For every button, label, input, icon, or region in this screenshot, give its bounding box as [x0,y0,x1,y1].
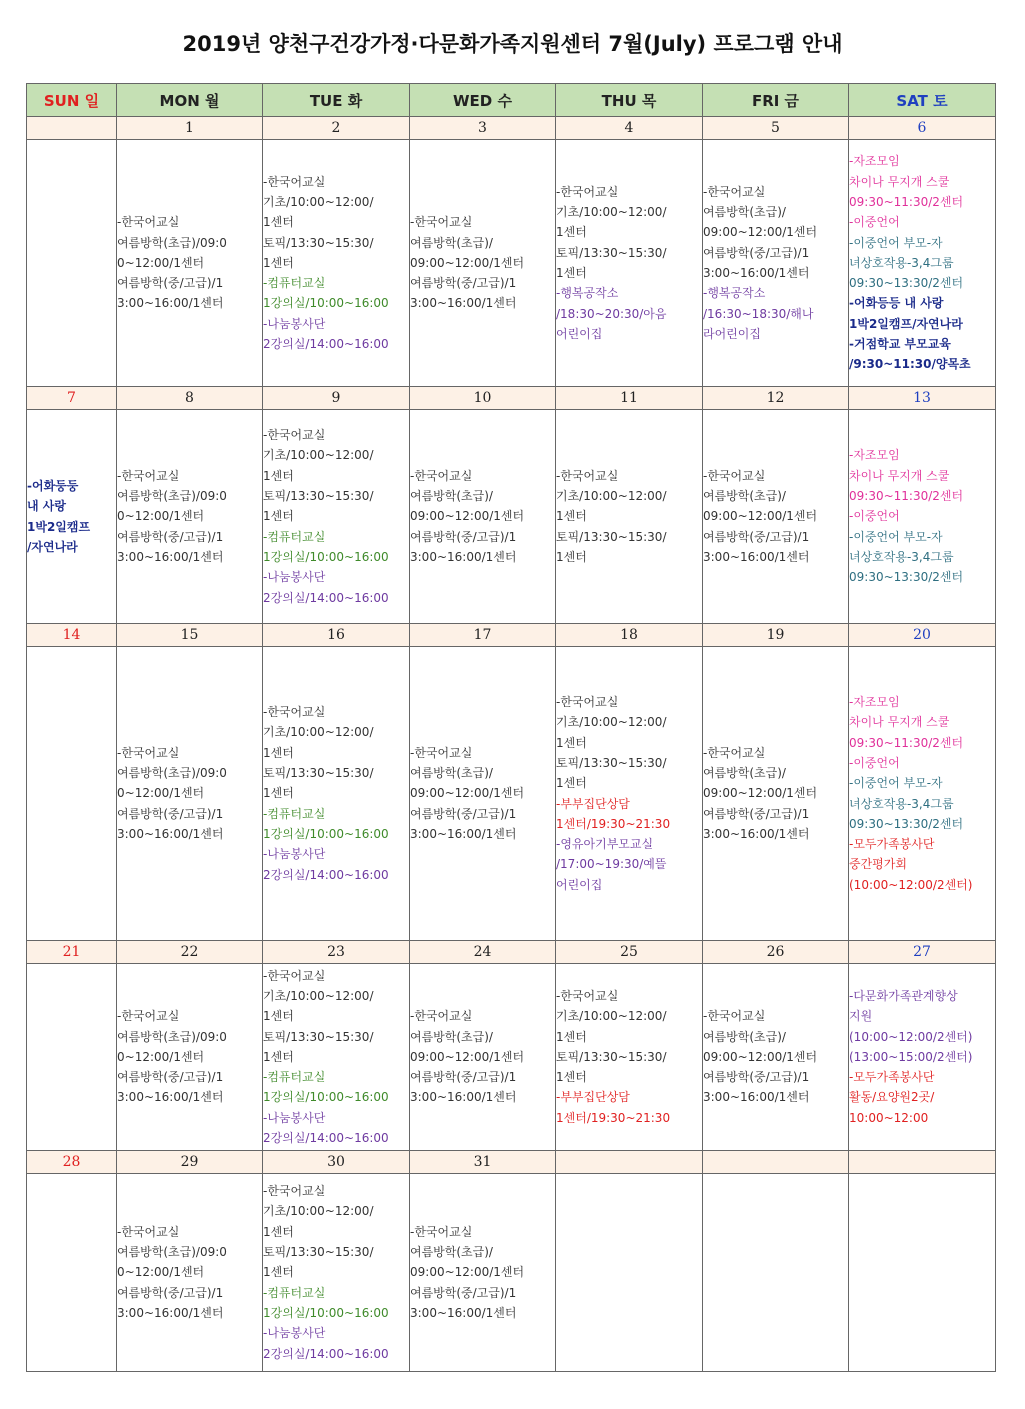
program-line: 내 사랑 [27,499,66,514]
day-cell-fri [703,1174,849,1372]
date-number-wed: 31 [410,1151,556,1174]
date-number-mon: 22 [117,941,263,964]
program-line: 여름방학(초급)/ [703,205,786,220]
program-line: 09:30~11:30/2센터 [849,735,964,750]
program-line: 2강의실/14:00~16:00 [263,1131,389,1146]
day-cell-fri [703,140,849,387]
day-cell-thu [556,410,703,624]
program-line: 09:00~12:00/1센터 [703,1049,818,1064]
day-cell-tue [263,647,410,941]
day-cell-sun [27,964,117,1151]
program-line: 10:00~12:00 [849,1110,929,1125]
program-line: -컴퓨터교실 [263,276,326,291]
program-line: -컴퓨터교실 [263,806,326,821]
program-line: 토픽/13:30~15:30/ [556,1049,667,1064]
program-line: 활동/요양원2곳/ [849,1090,935,1105]
program-line: 토픽/13:30~15:30/ [556,755,667,770]
program-line: -자조모임 [849,695,900,710]
date-number-sun: 28 [27,1151,117,1174]
program-line: 09:30~13:30/2센터 [849,570,964,585]
program-line: 1센터 [263,1224,294,1239]
day-cell-tue [263,1174,410,1372]
day-cell-fri [703,647,849,941]
program-line: 여름방학(중/고급)/1 [117,1285,224,1300]
program-line: 09:00~12:00/1센터 [703,786,818,801]
program-row [27,410,996,624]
program-line: 2강의실/14:00~16:00 [263,867,389,882]
day-cell-tue [263,410,410,624]
program-line: 2강의실/14:00~16:00 [263,337,389,352]
program-line: -한국어교실 [117,745,180,760]
program-line: -한국어교실 [117,1224,180,1239]
date-number-sun [27,117,117,140]
program-line: 2강의실/14:00~16:00 [263,1346,389,1361]
date-number-thu [556,1151,703,1174]
program-line: -자조모임 [849,448,900,463]
program-line: 기초/10:00~12:00/ [556,205,667,220]
program-line: 토픽/13:30~15:30/ [263,489,374,504]
program-line: 여름방학(초급)/ [410,235,493,250]
program-line: -이중언어 부모-자 [849,776,943,791]
program-line: 09:00~12:00/1센터 [410,1265,525,1280]
program-line: (13:00~15:00/2센터) [849,1049,973,1064]
program-line: 3:00~16:00/1센터 [410,549,517,564]
program-line: 여름방학(초급)/ [410,1245,493,1260]
program-line: 여름방학(중/고급)/1 [410,276,517,291]
program-line: 녀상호작용-3,4그룹 [849,255,954,270]
program-line: -한국어교실 [556,468,619,483]
program-line: 0~12:00/1센터 [117,255,205,270]
program-line: -한국어교실 [556,184,619,199]
date-number-row [27,941,996,964]
program-line: 기초/10:00~12:00/ [556,715,667,730]
day-cell-thu [556,964,703,1151]
program-line: 09:00~12:00/1센터 [410,255,525,270]
date-number-mon: 15 [117,624,263,647]
date-number-fri: 19 [703,624,849,647]
program-line: 1센터 [263,509,294,524]
program-line: -이중언어 [849,215,900,230]
program-line: 기초/10:00~12:00/ [263,1204,374,1219]
program-line: -한국어교실 [703,468,766,483]
program-line: -영유아기부모교실 [556,837,654,852]
program-line: 3:00~16:00/1센터 [703,826,810,841]
day-cell-mon [117,410,263,624]
program-line: 1센터 [263,1265,294,1280]
date-number-wed: 10 [410,387,556,410]
program-line: -이중언어 [849,509,900,524]
program-line: 여름방학(중/고급)/1 [410,1285,517,1300]
program-line: 1센터 [263,1049,294,1064]
date-number-sun: 7 [27,387,117,410]
day-cell-thu [556,647,703,941]
program-line: -한국어교실 [556,695,619,710]
program-line: -한국어교실 [263,1184,326,1199]
program-line: 여름방학(초급)/ [703,1029,786,1044]
program-line: -어화둥둥 [27,478,79,493]
program-line: (10:00~12:00/2센터) [849,1029,973,1044]
program-line: -한국어교실 [410,1009,473,1024]
date-number-sat: 13 [849,387,996,410]
day-cell-mon [117,964,263,1151]
program-line: 여름방학(중/고급)/1 [117,1070,224,1085]
header-mon: MON 월 [117,84,263,117]
day-cell-sat [849,140,996,387]
program-line: -나눔봉사단 [263,316,326,331]
program-line: 3:00~16:00/1센터 [703,1090,810,1105]
program-line: 09:00~12:00/1센터 [410,786,525,801]
program-line: 0~12:00/1센터 [117,1265,205,1280]
program-line: 차이나 무지개 스쿨 [849,468,950,483]
program-line: 녀상호작용-3,4그룹 [849,549,954,564]
program-line: 1박2일캠프/자연나라 [849,316,963,331]
program-line: -모두가족봉사단 [849,837,935,852]
program-line: /9:30~11:30/양목초 [849,357,971,372]
header-fri: FRI 금 [703,84,849,117]
program-line: -나눔봉사단 [263,570,326,585]
day-cell-tue [263,964,410,1151]
program-line: 1강의실/10:00~16:00 [263,296,389,311]
program-line: -나눔봉사단 [263,1326,326,1341]
program-line: 녀상호작용-3,4그룹 [849,796,954,811]
date-number-fri [703,1151,849,1174]
date-number-tue: 9 [263,387,410,410]
day-cell-fri [703,410,849,624]
program-line: 여름방학(중/고급)/1 [410,1070,517,1085]
day-cell-sun [27,410,117,624]
day-cell-tue [263,140,410,387]
day-cell-mon [117,647,263,941]
program-line: 여름방학(초급)/ [410,489,493,504]
header-sat: SAT 토 [849,84,996,117]
program-line: -행복공작소 [556,286,619,301]
date-number-wed: 17 [410,624,556,647]
program-line: 1박2일캠프 [27,519,91,534]
day-cell-wed [410,647,556,941]
program-line: 기초/10:00~12:00/ [263,448,374,463]
header-thu: THU 목 [556,84,703,117]
date-number-tue: 2 [263,117,410,140]
program-line: -한국어교실 [703,745,766,760]
date-number-tue: 23 [263,941,410,964]
day-cell-sun [27,1174,117,1372]
program-line: 여름방학(초급)/09:0 [117,235,227,250]
program-line: -부부집단상담 [556,796,630,811]
date-number-mon: 1 [117,117,263,140]
program-line: 1센터/19:30~21:30 [556,816,671,831]
day-cell-thu [556,1174,703,1372]
program-line: 여름방학(초급)/ [410,1029,493,1044]
program-line: 1센터 [263,255,294,270]
header-wed: WED 수 [410,84,556,117]
date-number-sun: 21 [27,941,117,964]
date-number-mon: 29 [117,1151,263,1174]
program-line: 3:00~16:00/1센터 [410,1305,517,1320]
program-line: 여름방학(중/고급)/1 [410,529,517,544]
date-number-row [27,117,996,140]
program-line: 3:00~16:00/1센터 [410,1090,517,1105]
program-line: 여름방학(초급)/09:0 [117,766,227,781]
program-line: 1센터 [556,776,587,791]
program-line: -이중언어 부모-자 [849,235,943,250]
program-line: 여름방학(중/고급)/1 [117,806,224,821]
program-line: 3:00~16:00/1센터 [117,1305,224,1320]
day-cell-sat [849,1174,996,1372]
program-line: 1강의실/10:00~16:00 [263,1090,389,1105]
date-number-fri: 12 [703,387,849,410]
date-number-sun: 14 [27,624,117,647]
program-line: 중간평가회 [849,857,907,872]
page-title: 2019년 양천구건강가정·다문화가족지원센터 7월(July) 프로그램 안내 [182,32,843,56]
program-line: 09:30~13:30/2센터 [849,276,964,291]
program-line: 09:00~12:00/1센터 [410,509,525,524]
program-line: 1강의실/10:00~16:00 [263,1305,389,1320]
program-row [27,1174,996,1372]
program-line: /16:30~18:30/해나 [703,306,814,321]
program-line: 여름방학(초급)/ [703,766,786,781]
program-line: -자조모임 [849,154,900,169]
day-cell-wed [410,410,556,624]
program-line: 3:00~16:00/1센터 [410,826,517,841]
day-cell-sun [27,140,117,387]
program-line: 3:00~16:00/1센터 [117,1090,224,1105]
program-line: -한국어교실 [410,1224,473,1239]
day-cell-sat [849,410,996,624]
date-number-tue: 16 [263,624,410,647]
date-number-thu: 4 [556,117,703,140]
program-line: -어화등등 내 사랑 [849,296,944,311]
program-line: -나눔봉사단 [263,847,326,862]
program-line: 여름방학(초급)/09:0 [117,1245,227,1260]
program-row [27,964,996,1151]
program-line: 1센터 [556,266,587,280]
program-line: 기초/10:00~12:00/ [263,988,374,1003]
program-line: 여름방학(중/고급)/1 [703,806,810,821]
program-line: 3:00~16:00/1센터 [117,826,224,841]
program-line: 1센터 [263,468,294,483]
program-line: 토픽/13:30~15:30/ [263,235,374,250]
date-number-sat: 20 [849,624,996,647]
program-line: 1센터/19:30~21:30 [556,1110,671,1125]
day-cell-mon [117,140,263,387]
program-line: 1센터 [263,786,294,801]
program-line: 여름방학(초급)/ [410,766,493,781]
program-line: 09:00~12:00/1센터 [703,225,818,240]
program-row [27,140,996,387]
program-line: 1강의실/10:00~16:00 [263,826,389,841]
program-line: 2강의실/14:00~16:00 [263,590,389,605]
program-line: /18:30~20:30/아음 [556,306,667,321]
program-line: -거점학교 부모교육 [849,337,951,352]
program-line: -행복공작소 [703,286,766,301]
program-line: -컴퓨터교실 [263,529,326,544]
program-line: -나눔봉사단 [263,1110,326,1125]
day-cell-wed [410,140,556,387]
header-tue: TUE 화 [263,84,410,117]
date-number-wed: 3 [410,117,556,140]
program-line: 3:00~16:00/1센터 [117,296,224,311]
program-line: 토픽/13:30~15:30/ [556,245,667,260]
program-line: 기초/10:00~12:00/ [556,489,667,504]
date-number-wed: 24 [410,941,556,964]
date-number-sat: 27 [849,941,996,964]
program-line: -한국어교실 [556,988,619,1003]
program-line: -한국어교실 [410,215,473,230]
program-line: -부부집단상담 [556,1090,630,1105]
program-line: 3:00~16:00/1센터 [410,296,517,311]
date-number-row [27,624,996,647]
program-line: 여름방학(초급)/ [703,489,786,504]
program-line: 토픽/13:30~15:30/ [263,1029,374,1044]
program-line: -한국어교실 [703,184,766,199]
calendar-table [26,83,996,1372]
date-number-sat: 6 [849,117,996,140]
program-line: -한국어교실 [703,1009,766,1024]
program-line: /17:00~19:30/예뜰 [556,857,667,872]
program-line: 여름방학(중/고급)/1 [117,529,224,544]
program-line: -한국어교실 [263,705,326,720]
program-line: 토픽/13:30~15:30/ [556,529,667,544]
date-number-thu: 18 [556,624,703,647]
date-number-thu: 11 [556,387,703,410]
program-line: 기초/10:00~12:00/ [263,725,374,740]
program-line: -다문화가족관계향상 [849,988,958,1003]
day-cell-thu [556,140,703,387]
program-line: -한국어교실 [263,968,326,983]
program-line: 09:30~11:30/2센터 [849,489,964,504]
program-line: -한국어교실 [117,215,180,230]
program-line: 1센터 [263,215,294,230]
date-number-mon: 8 [117,387,263,410]
program-line: 기초/10:00~12:00/ [556,1009,667,1024]
program-line: 지원 [849,1009,873,1024]
program-line: 기초/10:00~12:00/ [263,194,374,209]
program-line: 1센터 [556,225,587,240]
date-number-sat [849,1151,996,1174]
program-line: 3:00~16:00/1센터 [703,266,810,280]
program-line: -한국어교실 [117,1009,180,1024]
program-line: 1강의실/10:00~16:00 [263,549,389,564]
program-line: (10:00~12:00/2센터) [849,877,973,892]
program-line: 1센터 [556,1029,587,1044]
program-line: -컴퓨터교실 [263,1285,326,1300]
program-line: -한국어교실 [263,428,326,443]
date-number-thu: 25 [556,941,703,964]
program-line: 3:00~16:00/1센터 [117,549,224,564]
day-cell-sat [849,647,996,941]
date-number-row [27,387,996,410]
program-line: 09:30~13:30/2센터 [849,816,964,831]
day-cell-sat [849,964,996,1151]
date-number-fri: 26 [703,941,849,964]
day-cell-sun [27,647,117,941]
program-line: 1센터 [556,735,587,750]
program-line: 여름방학(중/고급)/1 [703,245,810,260]
program-line: 토픽/13:30~15:30/ [263,1245,374,1260]
program-line: 차이나 무지개 스쿨 [849,715,950,730]
program-line: 여름방학(중/고급)/1 [117,276,224,291]
program-line: 0~12:00/1센터 [117,1049,205,1064]
date-number-tue: 30 [263,1151,410,1174]
program-line: -한국어교실 [410,745,473,760]
program-line: 1센터 [556,549,587,564]
day-cell-mon [117,1174,263,1372]
day-cell-fri [703,964,849,1151]
program-row [27,647,996,941]
program-line: 09:00~12:00/1센터 [703,509,818,524]
date-number-row [27,1151,996,1174]
program-line: 어린이집 [556,326,603,341]
program-line: 09:30~11:30/2센터 [849,194,964,209]
program-line: 여름방학(초급)/09:0 [117,1029,227,1044]
program-line: /자연나라 [27,539,78,554]
program-line: 토픽/13:30~15:30/ [263,766,374,781]
program-line: -컴퓨터교실 [263,1070,326,1085]
weekday-header-row [27,84,996,117]
program-line: 0~12:00/1센터 [117,786,205,801]
date-number-fri: 5 [703,117,849,140]
program-line: -한국어교실 [117,468,180,483]
program-line: 1센터 [556,1070,587,1085]
program-line: 라어린이집 [703,326,761,341]
program-line: 1센터 [263,745,294,760]
program-line: 여름방학(중/고급)/1 [410,806,517,821]
day-cell-wed [410,1174,556,1372]
program-line: 0~12:00/1센터 [117,509,205,524]
program-line: 여름방학(중/고급)/1 [703,529,810,544]
program-line: 여름방학(초급)/09:0 [117,489,227,504]
program-line: 3:00~16:00/1센터 [703,549,810,564]
program-line: -한국어교실 [263,174,326,189]
program-line: 1센터 [556,509,587,524]
program-line: 차이나 무지개 스쿨 [849,174,950,189]
day-cell-wed [410,964,556,1151]
program-line: 1센터 [263,1009,294,1024]
program-line: 여름방학(중/고급)/1 [703,1070,810,1085]
program-line: -이중언어 부모-자 [849,529,943,544]
program-line: 09:00~12:00/1센터 [410,1049,525,1064]
program-line: -모두가족봉사단 [849,1070,935,1085]
program-line: -이중언어 [849,755,900,770]
header-sun: SUN 일 [27,84,117,117]
program-line: 어린이집 [556,877,603,892]
program-line: -한국어교실 [410,468,473,483]
